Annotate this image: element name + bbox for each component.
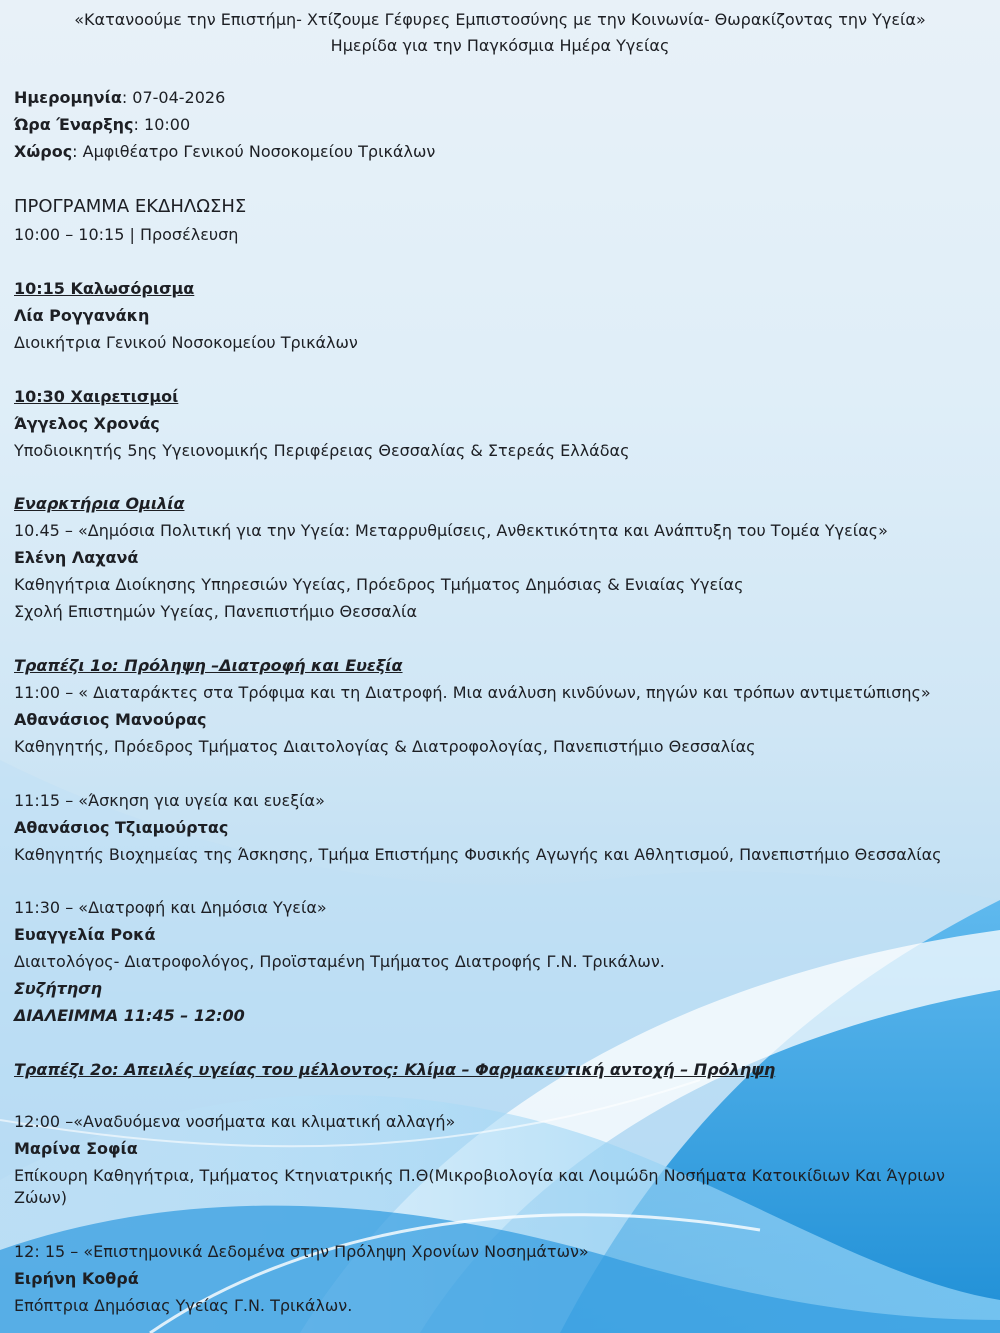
- table2-heading: Τραπέζι 2ο: Απειλές υγείας του μέλλοντος: Κλίμα – Φαρμακευτική αντοχή – Πρόληψη: [14, 1060, 776, 1079]
- table1-talk-3: 11:30 – «Διατροφή και Δημόσια Υγεία»: [14, 898, 327, 917]
- table1-talk-2: 11:15 – «Άσκηση για υγεία και ευεξία»: [14, 791, 325, 810]
- date-label: Ημερομηνία: [14, 88, 122, 107]
- table1-role-3: Διαιτολόγος- Διατροφολόγος, Προϊσταμένη Τμήματος Διατροφής Γ.Ν. Τρικάλων.: [14, 952, 665, 971]
- welcome-speaker: Λία Ρογγανάκη: [14, 306, 150, 325]
- greetings-role: Υποδιοικητής 5ης Υγειονομικής Περιφέρειας Θεσσαλίας & Στερεάς Ελλάδας: [14, 441, 630, 460]
- opening-speaker: Ελένη Λαχανά: [14, 548, 139, 567]
- arrival-line: 10:00 – 10:15 | Προσέλευση: [14, 225, 239, 244]
- table1-role-1: Καθηγητής, Πρόεδρος Τμήματος Διαιτολογίας & Διατροφολογίας, Πανεπιστήμιο Θεσσαλίας: [14, 737, 756, 756]
- table1-role-2: Καθηγητής Βιοχημείας της Άσκησης, Τμήμα Επιστήμης Φυσικής Αγωγής και Αθλητισμού, Πανεπιστήμιο Θεσσαλίας: [14, 845, 942, 864]
- date-line: [14, 84, 225, 111]
- discussion-label: Συζήτηση: [14, 979, 103, 998]
- motto: «Κατανοούμε την Επιστήμη- Χτίζουμε Γέφυρες Εμπιστοσύνης με την Κοινωνία- Θωρακίζοντας την Υγεία»: [74, 10, 926, 29]
- table2-speaker-2: Ειρήνη Κοθρά: [14, 1269, 139, 1288]
- opening-heading: Εναρκτήρια Ομιλία: [14, 494, 185, 513]
- table2-speaker-1: Μαρίνα Σοφία: [14, 1139, 138, 1158]
- table2-talk-2: 12: 15 – «Επιστημονικά Δεδομένα στην Πρόληψη Χρονίων Νοσημάτων»: [14, 1242, 589, 1261]
- table1-speaker-2: Αθανάσιος Τζιαμούρτας: [14, 818, 229, 837]
- welcome-heading: 10:15 Καλωσόρισμα: [14, 279, 195, 298]
- venue-label: Χώρος: [14, 142, 73, 161]
- greetings-heading: 10:30 Χαιρετισμοί: [14, 387, 179, 406]
- opening-role-1: Καθηγήτρια Διοίκησης Υπηρεσιών Υγείας, Πρόεδρος Τμήματος Δημόσιας & Ενιαίας Υγείας: [14, 575, 744, 594]
- date-value: : 07-04-2026: [121, 88, 226, 107]
- time-line: [14, 111, 190, 138]
- table2-role-2: Επόπτρια Δημόσιας Υγείας Γ.Ν. Τρικάλων.: [14, 1296, 353, 1315]
- table1-speaker-3: Ευαγγελία Ροκά: [14, 925, 156, 944]
- venue-line: [14, 138, 435, 165]
- time-value: : 10:00: [133, 115, 191, 134]
- break-label: ΔΙΑΛΕΙΜΜΑ 11:45 – 12:00: [14, 1006, 245, 1025]
- venue-value: : Αμφιθέατρο Γενικού Νοσοκομείου Τρικάλων: [72, 142, 436, 161]
- table2-talk-1: 12:00 –«Αναδυόμενα νοσήματα και κλιματική αλλαγή»: [14, 1112, 456, 1131]
- opening-talk: 10.45 – «Δημόσια Πολιτική για την Υγεία: Μεταρρυθμίσεις, Ανθεκτικότητα και Ανάπτυξη του Τομέα Υγείας»: [14, 521, 888, 540]
- event-subtitle: Ημερίδα για την Παγκόσμια Ημέρα Υγείας: [330, 36, 670, 55]
- greetings-speaker: Άγγελος Χρονάς: [14, 414, 160, 433]
- time-label: Ώρα Έναρξης: [14, 115, 134, 134]
- table2-role-1: Επίκουρη Καθηγήτρια, Τμήματος Κτηνιατρικής Π.Θ(Μικροβιολογία και Λοιμώδη Νοσήματα Κατοικίδιων Και Άγριων Ζώων): [14, 1166, 945, 1207]
- table1-speaker-1: Αθανάσιος Μανούρας: [14, 710, 207, 729]
- table1-heading: Τραπέζι 1ο: Πρόληψη –Διατροφή και Ευεξία: [14, 656, 403, 675]
- table1-talk-1: 11:00 – « Διαταράκτες στα Τρόφιμα και τη Διατροφή. Μια ανάλυση κινδύνων, πηγών και τρόπων αντιμετώπισης»: [14, 683, 931, 702]
- welcome-role: Διοικήτρια Γενικού Νοσοκομείου Τρικάλων: [14, 333, 358, 352]
- program-title: ΠΡΟΓΡΑΜΜΑ ΕΚΔΗΛΩΣΗΣ: [14, 196, 247, 217]
- opening-role-2: Σχολή Επιστημών Υγείας, Πανεπιστήμιο Θεσσαλία: [14, 602, 418, 621]
